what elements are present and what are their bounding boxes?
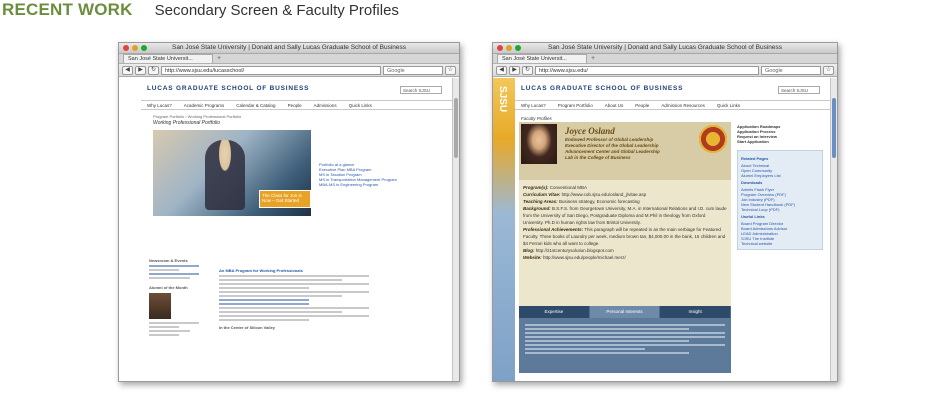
- sjsu-logo-text: SJSU: [497, 86, 508, 113]
- box-heading: Related Pages: [741, 156, 769, 161]
- faculty-title-line: Advancement Center and Global Leadership: [565, 149, 660, 154]
- sidebar-link[interactable]: Application Roadmaps: [737, 124, 781, 129]
- teaching-row: [523, 198, 727, 205]
- window-title: San José State University | Donald and Sally Lucas Graduate School of Business: [547, 44, 782, 51]
- programs-row: [523, 184, 727, 191]
- programs-value: Conventional MBA: [549, 185, 588, 190]
- forward-icon[interactable]: ▶: [509, 66, 520, 75]
- address-bar[interactable]: http://www.sjsu.edu/lucasschool/: [161, 66, 381, 75]
- sidebar-link[interactable]: Request an Interview: [737, 134, 778, 139]
- page-header: [2, 0, 399, 24]
- box-link[interactable]: Alumni Employers List: [741, 173, 781, 178]
- left-column: [149, 258, 199, 338]
- portfolio-link[interactable]: Executive Plan MBA Program: [319, 167, 372, 172]
- hero-image: [153, 130, 311, 216]
- browser-window-faculty: [492, 42, 838, 382]
- background-label: Background:: [523, 206, 551, 211]
- browser-tab[interactable]: San José State Universit...: [497, 54, 587, 63]
- vertical-scrollbar[interactable]: [830, 78, 837, 381]
- window-titlebar: [493, 43, 837, 54]
- teaching-label: Teaching Areas:: [523, 199, 558, 204]
- menu-item-why-lucas[interactable]: Why Lucas?: [147, 102, 172, 108]
- tab-expertise[interactable]: Expertise: [519, 306, 590, 318]
- site-search-input[interactable]: Search SJSU: [778, 86, 820, 94]
- box-link[interactable]: New Student Handbook (PDF): [741, 202, 796, 207]
- menu-item-programs[interactable]: Academic Programs: [183, 102, 225, 108]
- tab-personal-interests[interactable]: Personal Interests: [590, 306, 661, 318]
- page-title: RECENT WORK: [2, 0, 133, 19]
- website-link[interactable]: http://www.sjsu.edu/people/michael.merz/: [542, 255, 626, 260]
- box-link[interactable]: Technical Loop (PDF): [741, 207, 780, 212]
- achievements-row: [523, 226, 727, 247]
- menu-item-calendar[interactable]: Calendar & Catalog: [236, 102, 276, 108]
- background-value: B.S.F.S. from Georgetown University, M.A. in International Relations and I.D. cum laude from the University of San Diego, Postgraduate Diploma and M.Phil in theology from Oxford University. Ph.D in human rights law from Bristol University.: [523, 206, 727, 225]
- browser-tab[interactable]: San José State Universit...: [123, 54, 213, 63]
- menu-item-about-us[interactable]: About Us: [604, 102, 624, 108]
- browser-search-input[interactable]: Google: [761, 66, 821, 75]
- tab-bar: [119, 54, 459, 64]
- page-subtitle: Secondary Screen & Faculty Profiles: [154, 2, 399, 19]
- faculty-name: Joyce Osland: [565, 126, 615, 136]
- related-pages-box: [737, 150, 823, 250]
- portfolio-link[interactable]: Portfolio at a glance: [319, 162, 355, 167]
- box-link[interactable]: Technical website: [741, 241, 773, 246]
- achievements-value: This paragraph will be repeated in as the main verbiage for Featured Faculty. Three books of Laundry per week, medium brown tan, $4,000.00 in the bank, 15 children and $4 Ferrari kids who all want to college.: [523, 227, 726, 246]
- blog-label: Blog:: [523, 248, 535, 253]
- sidebar-link[interactable]: Start Application: [737, 139, 769, 144]
- body-footer: In the Center of Silicon Valley: [219, 325, 276, 330]
- address-bar[interactable]: http://www.sjsu.edu/: [535, 66, 759, 75]
- body-title: An MBA Program for Working Professionals: [219, 268, 303, 273]
- profile-tabs: [519, 306, 731, 318]
- hero-banner[interactable]: The Class for Jon is Now – Get Started: [259, 190, 311, 208]
- box-link[interactable]: Admits Flash Flyer: [741, 187, 775, 192]
- menu-item-people[interactable]: People: [287, 102, 302, 108]
- menu-item-admissions[interactable]: Admissions: [313, 102, 337, 108]
- portfolio-links: [319, 162, 409, 187]
- box-link[interactable]: Board Program Director: [741, 221, 784, 226]
- window-titlebar: [119, 43, 459, 54]
- school-logo[interactable]: LUCAS GRADUATE SCHOOL OF BUSINESS: [147, 85, 310, 92]
- window-title: San José State University | Donald and Sally Lucas Graduate School of Business: [171, 44, 406, 51]
- menu-item-quick-links[interactable]: Quick Links: [716, 102, 741, 108]
- reload-icon[interactable]: ↻: [148, 66, 159, 75]
- site-menu: [141, 100, 452, 110]
- cv-row: [523, 191, 727, 198]
- cv-label: Curriculum Vitae:: [523, 192, 561, 197]
- website-row: [523, 254, 727, 261]
- faculty-info: [519, 180, 731, 306]
- new-tab-icon[interactable]: +: [217, 55, 222, 62]
- portfolio-link[interactable]: MS in Taxation Program: [319, 172, 362, 177]
- box-link[interactable]: Board Admissions Advisor: [741, 226, 788, 231]
- portfolio-link[interactable]: MS in Transportation Management Program: [319, 177, 397, 182]
- body-content: [219, 268, 369, 330]
- tab-panel: [519, 318, 731, 373]
- box-link[interactable]: Program Overview (PDF): [741, 192, 786, 197]
- faculty-title-line: Endowed Professor of Global Leadership: [565, 137, 654, 142]
- faculty-photo: [521, 124, 557, 164]
- portfolio-link[interactable]: MBA-MS in Engineering Program: [319, 182, 379, 187]
- box-link[interactable]: Open Community: [741, 168, 773, 173]
- cv-link[interactable]: http://www.cob.sjsu.edu/osland_j/vitae.asp: [561, 192, 647, 197]
- box-link[interactable]: SJSU The Institute: [741, 236, 775, 241]
- leadership-seal-icon: [699, 125, 727, 153]
- bookmark-icon[interactable]: ☆: [823, 66, 834, 75]
- browser-search-input[interactable]: Google: [383, 66, 443, 75]
- school-logo[interactable]: LUCAS GRADUATE SCHOOL OF BUSINESS: [521, 85, 684, 92]
- sjsu-side-strip: [493, 78, 515, 381]
- menu-item-quick-links[interactable]: Quick Links: [348, 102, 372, 108]
- site-menu: [515, 100, 830, 110]
- browser-window-secondary: [118, 42, 460, 382]
- section-heading: Working Professional Portfolio: [153, 120, 220, 126]
- back-icon[interactable]: ◀: [122, 66, 133, 75]
- tab-insight[interactable]: Insight: [660, 306, 731, 318]
- faculty-profile-card: [519, 122, 731, 180]
- faculty-titles: [565, 137, 660, 161]
- teaching-value: Business strategy, Economic forecasting: [558, 199, 640, 204]
- right-sidebar: [737, 124, 823, 250]
- alumni-portrait: [149, 293, 171, 319]
- faculty-title-line: Lab in the College of Business: [565, 155, 631, 160]
- bookmark-icon[interactable]: ☆: [445, 66, 456, 75]
- breadcrumb[interactable]: Program Portfolio › Working Professional Portfolio: [153, 114, 242, 119]
- new-tab-icon[interactable]: +: [591, 55, 596, 62]
- website-label: Website:: [523, 255, 542, 260]
- box-heading: Downloads: [741, 180, 763, 185]
- programs-label: Program(s):: [523, 185, 549, 190]
- tab-bar: [493, 54, 837, 64]
- alumni-heading: Alumni of the Month: [149, 285, 188, 290]
- hero-person-photo: [205, 140, 245, 210]
- menu-item-program-portfolio[interactable]: Program Portfolio: [557, 102, 593, 108]
- box-link[interactable]: About Technical: [741, 163, 770, 168]
- nav-toolbar: [493, 64, 837, 77]
- box-link[interactable]: Job Industry (PDF): [741, 197, 775, 202]
- blog-row: [523, 247, 727, 254]
- sidebar-link[interactable]: Application Process: [737, 129, 776, 134]
- site-search-input[interactable]: Search SJSU: [400, 86, 442, 94]
- back-icon[interactable]: ◀: [496, 66, 507, 75]
- nav-toolbar: [119, 64, 459, 77]
- section-label: Faculty Profiles: [521, 116, 552, 121]
- vertical-scrollbar[interactable]: [452, 78, 459, 381]
- menu-item-people[interactable]: People: [635, 102, 650, 108]
- menu-item-admission-resources[interactable]: Admission Resources: [661, 102, 705, 108]
- box-link[interactable]: LEAD Administration: [741, 231, 778, 236]
- background-row: [523, 205, 727, 226]
- faculty-title-line: Executive Director of the Global Leadership: [565, 143, 659, 148]
- forward-icon[interactable]: ▶: [135, 66, 146, 75]
- blog-link[interactable]: http://21stcenturysolution.blogspot.com: [535, 248, 614, 253]
- news-heading: Newsroom & Events: [149, 258, 188, 263]
- web-page: [493, 78, 830, 381]
- reload-icon[interactable]: ↻: [522, 66, 533, 75]
- box-heading: Useful Links: [741, 214, 765, 219]
- menu-item-why-lucas[interactable]: Why Lucas?: [521, 102, 546, 108]
- achievements-label: Professional Achievements:: [523, 227, 584, 232]
- web-page: [119, 78, 452, 381]
